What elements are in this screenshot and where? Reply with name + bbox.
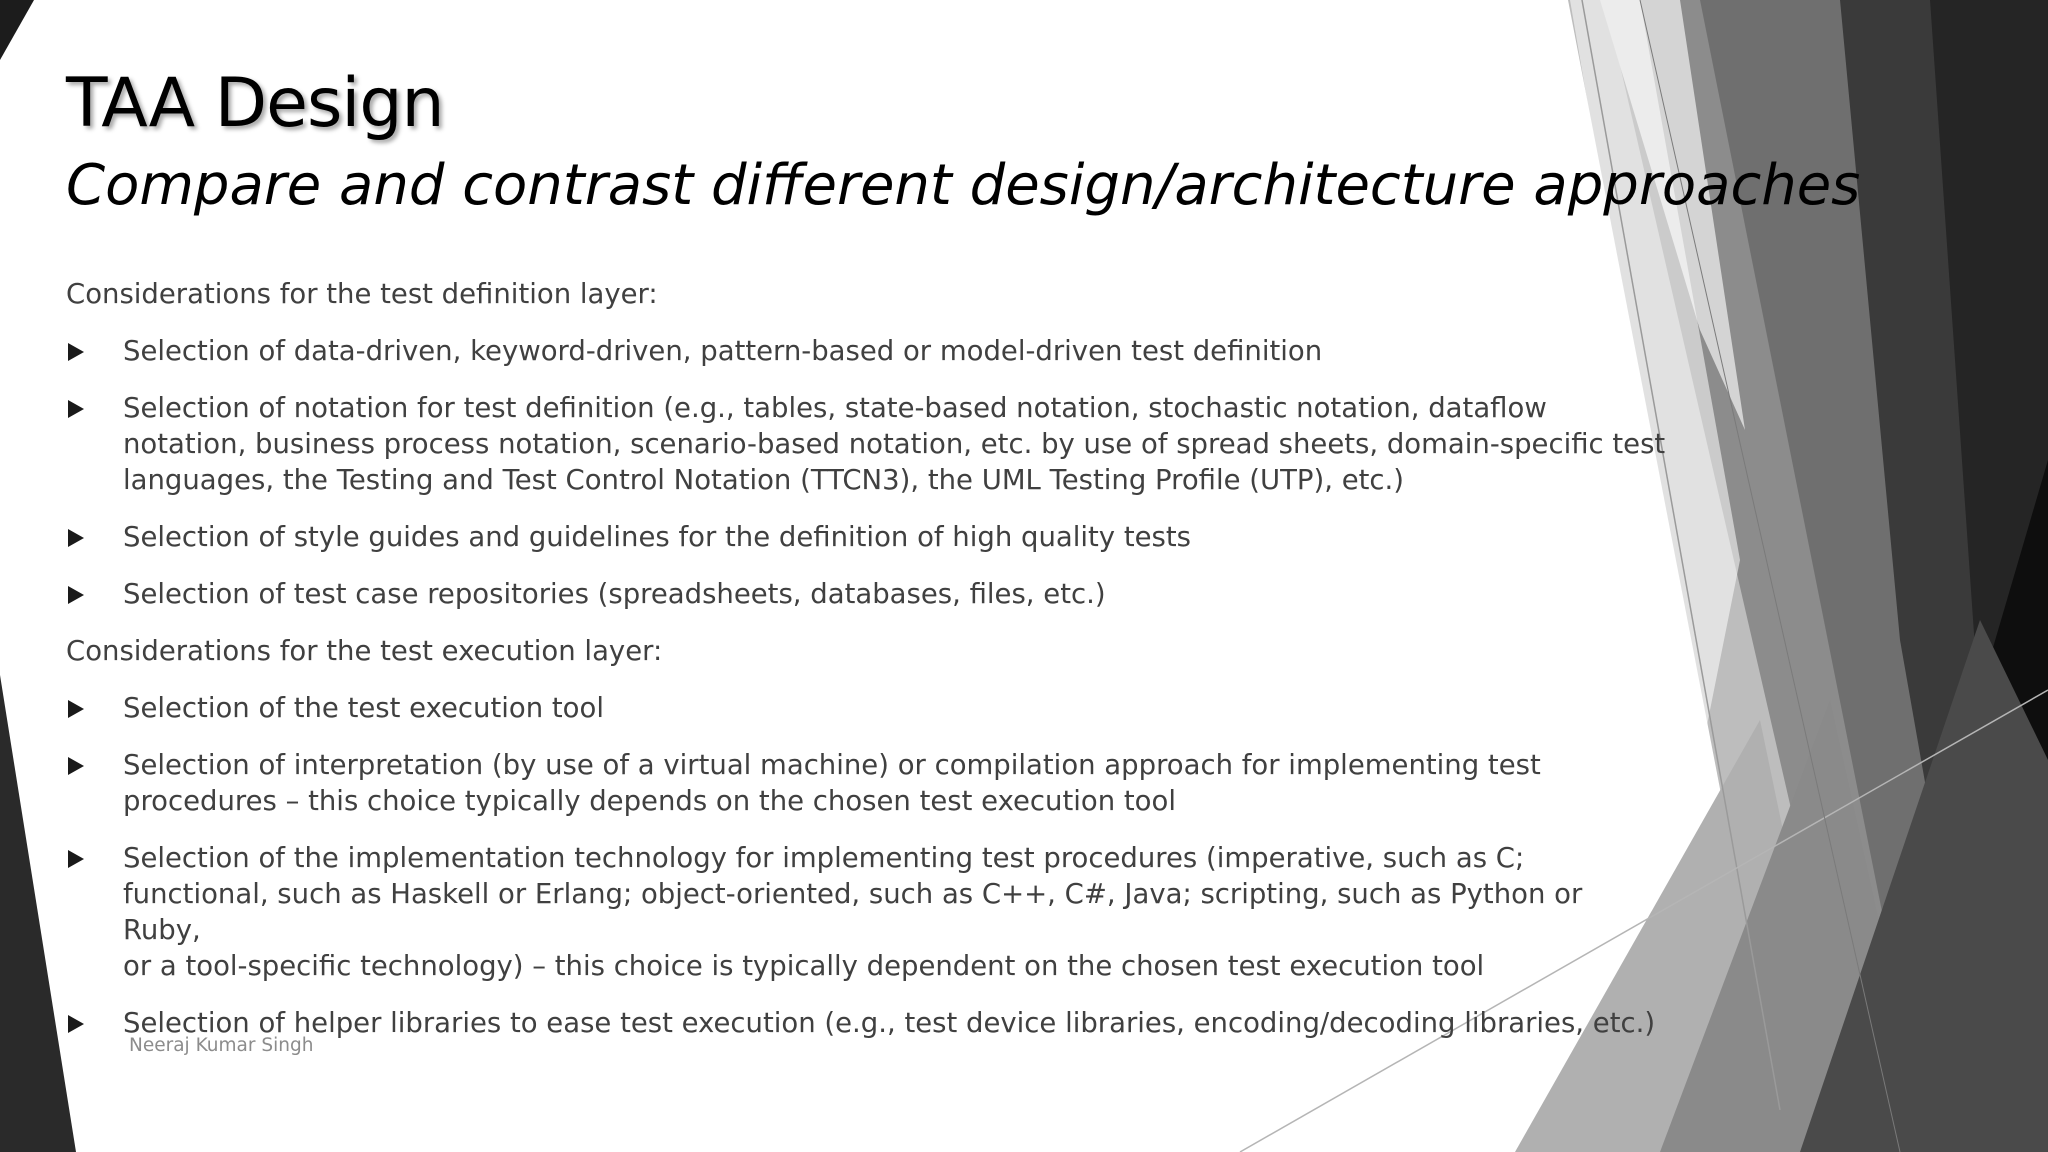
slide-subtitle: Compare and contrast different design/architecture approaches — [66, 153, 1861, 218]
bullet-text: Selection of the test execution tool — [123, 692, 604, 724]
section-heading: Considerations for the test execution layer: — [66, 635, 663, 667]
bullet-item — [66, 519, 1666, 555]
bullet-item — [66, 333, 1666, 369]
bullet-item — [66, 747, 1666, 819]
slide-title: TAA Design — [66, 64, 444, 143]
decor-left-black — [0, 0, 34, 60]
bullet-text: Selection of helper libraries to ease test execution (e.g., test device libraries, encoding/decoding libraries, etc.) — [123, 1007, 1656, 1039]
bullet-text: Selection of the implementation technology for implementing test procedures (imperative, such as C; functional, such as Haskell or Erlang; object-oriented, such as C++, C#, Java; scripting, such as Python or Ruby, or a tool-specific technology) – this choice is typically dependent on the chosen test execution tool — [123, 842, 1583, 982]
slide-footer-author: Neeraj Kumar Singh — [129, 1035, 314, 1056]
decor-left-dark — [0, 675, 76, 1152]
bullet-item — [66, 690, 1666, 726]
right-triangle-icon — [68, 700, 84, 718]
right-triangle-icon — [68, 343, 84, 361]
bullet-text: Selection of interpretation (by use of a virtual machine) or compilation approach for implementing test procedures – this choice typically depends on the chosen test execution tool — [123, 749, 1541, 817]
right-triangle-icon — [68, 850, 84, 868]
right-triangle-icon — [68, 586, 84, 604]
section-heading: Considerations for the test definition layer: — [66, 278, 658, 310]
right-triangle-icon — [68, 400, 84, 418]
bullet-item — [66, 576, 1666, 612]
bullet-text: Selection of style guides and guidelines for the definition of high quality tests — [123, 521, 1191, 553]
bullet-text: Selection of test case repositories (spreadsheets, databases, files, etc.) — [123, 578, 1106, 610]
bullet-item — [66, 390, 1666, 498]
section-test-definition — [66, 276, 1666, 612]
right-triangle-icon — [68, 529, 84, 547]
bullet-text: Selection of data-driven, keyword-driven, pattern-based or model-driven test definition — [123, 335, 1323, 367]
section-test-execution — [66, 633, 1666, 1041]
slide-body — [66, 276, 1666, 1062]
right-triangle-icon — [68, 1015, 84, 1033]
bullet-text: Selection of notation for test definition (e.g., tables, state-based notation, stochastic notation, dataflow notation, business process notation, scenario-based notation, etc. by use of spread sheets, domain-specific test languages, the Testing and Test Control Notation (TTCN3), the UML Testing Profile (UTP), etc.) — [123, 392, 1666, 496]
bullet-item — [66, 840, 1666, 984]
right-triangle-icon — [68, 757, 84, 775]
